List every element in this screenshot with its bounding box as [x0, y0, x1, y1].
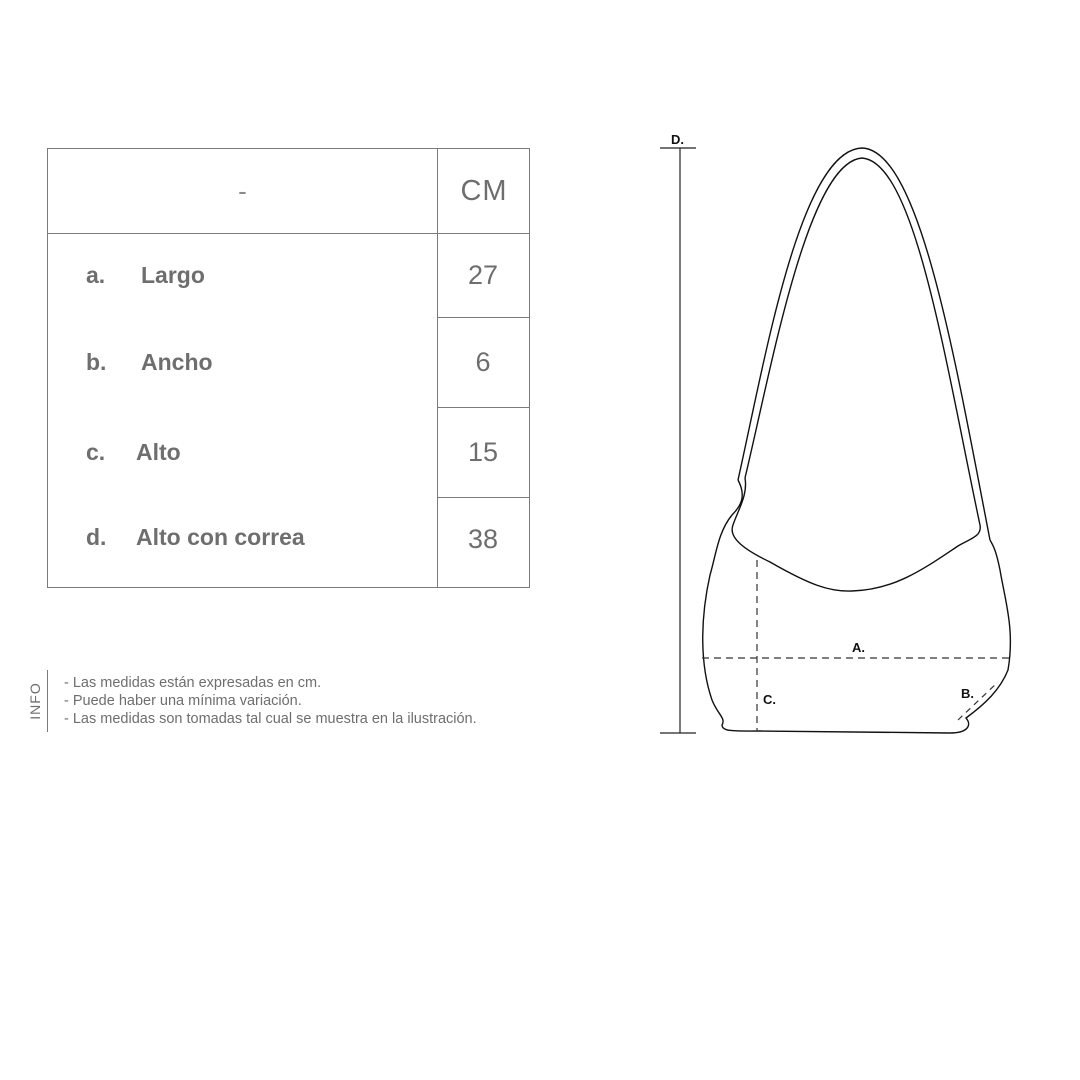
row-letter: b. — [86, 348, 107, 375]
height-dimension-line — [660, 148, 696, 733]
row-label: Largo — [141, 261, 205, 288]
info-note: - Puede haber una mínima variación. — [64, 693, 302, 709]
info-note: - Las medidas son tomadas tal cual se muestra en la ilustración. — [64, 711, 477, 727]
table-header-unit: CM — [437, 149, 530, 233]
table-row-alto — [48, 407, 437, 497]
row-letter: c. — [86, 438, 106, 465]
row-label: Alto con correa — [136, 523, 305, 550]
info-title-text: INFO — [27, 682, 43, 720]
info-note: - Las medidas están expresadas en cm. — [64, 675, 322, 691]
row-letter: a. — [86, 261, 106, 288]
info-notes — [64, 674, 477, 728]
row-value-alto: 15 — [467, 436, 499, 467]
row-label: Alto — [136, 438, 181, 465]
bag-opening-curve — [732, 478, 980, 591]
row-label: Ancho — [141, 348, 213, 375]
info-divider — [47, 670, 48, 732]
row-value-ancho: 6 — [475, 346, 491, 377]
label-b: B. — [961, 686, 974, 701]
label-d: D. — [671, 132, 684, 147]
info-title — [22, 670, 48, 732]
table-row-alto-con-correa — [48, 497, 437, 577]
bag-strap-inner — [745, 158, 980, 525]
row-value-largo: 27 — [467, 259, 499, 290]
table-header-label: - — [238, 175, 247, 206]
table-row-largo — [48, 233, 437, 317]
row-letter: d. — [86, 523, 107, 550]
label-a: A. — [852, 640, 865, 655]
table-row-ancho — [48, 317, 437, 407]
size-table — [47, 148, 530, 588]
label-c: C. — [763, 692, 776, 707]
bag-diagram — [650, 120, 1030, 750]
row-value-alto-con-correa: 38 — [467, 523, 499, 554]
